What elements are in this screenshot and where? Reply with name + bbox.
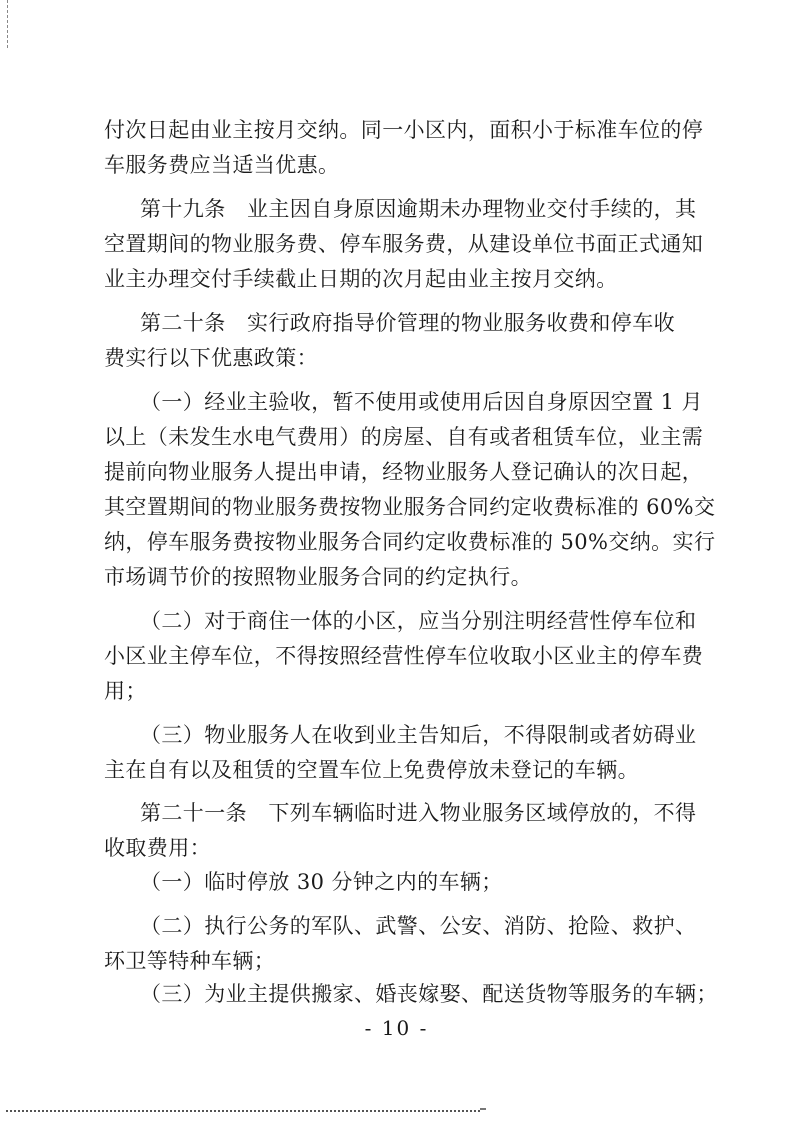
clause-3-line: （三）为业主提供搬家、婚丧嫁娶、配送货物等服务的车辆； [140, 982, 718, 1006]
clause-1-line: （一）经业主验收，暂不使用或使用后因自身原因空置 1 月 [140, 390, 703, 414]
text-line: 用； [104, 679, 147, 703]
page-number: - 10 - [364, 1016, 429, 1040]
text-line: 收取费用： [104, 836, 211, 860]
text-line: 其空置期间的物业服务费按物业服务合同约定收费标准的 60%交 [104, 495, 716, 519]
text-line: 环卫等特种车辆； [104, 949, 276, 973]
clause-2-line: （二）执行公务的军队、武警、公安、消防、抢险、救护、 [140, 914, 697, 938]
scan-bottom-rule-end [480, 1108, 486, 1110]
text-line: 空置期间的物业服务费、停车服务费，从建设单位书面正式通知 [104, 232, 704, 256]
scan-crop-mark [7, 0, 9, 48]
text-line: 纳，停车服务费按物业服务合同约定收费标准的 50%交纳。实行 [104, 530, 716, 554]
article-20-heading-line: 第二十条 实行政府指导价管理的物业服务收费和停车收 [140, 311, 675, 335]
text-line: 主在自有以及租赁的空置车位上免费停放未登记的车辆。 [104, 758, 639, 782]
scan-bottom-rule [6, 1110, 480, 1112]
text-line: 市场调节价的按照物业服务合同的约定执行。 [104, 565, 532, 589]
text-line: 费实行以下优惠政策： [104, 346, 318, 370]
article-21-heading-line: 第二十一条 下列车辆临时进入物业服务区域停放的，不得 [140, 801, 697, 825]
clause-1-line: （一）临时停放 30 分钟之内的车辆； [140, 870, 503, 894]
text-line: 车服务费应当适当优惠。 [104, 153, 340, 177]
text-line: 付次日起由业主按月交纳。同一小区内，面积小于标准车位的停 [104, 118, 704, 142]
text-line: 业主办理交付手续截止日期的次月起由业主按月交纳。 [104, 267, 618, 291]
text-line: 提前向物业服务人提出申请，经物业服务人登记确认的次日起， [104, 460, 704, 484]
text-line: 以上（未发生水电气费用）的房屋、自有或者租赁车位，业主需 [104, 425, 704, 449]
clause-2-line: （二）对于商住一体的小区，应当分别注明经营性停车位和 [140, 609, 697, 633]
clause-3-line: （三）物业服务人在收到业主告知后，不得限制或者妨碍业 [140, 723, 697, 747]
text-line: 小区业主停车位，不得按照经营性停车位收取小区业主的停车费 [104, 644, 704, 668]
article-19-heading-line: 第十九条 业主因自身原因逾期未办理物业交付手续的，其 [140, 197, 697, 221]
